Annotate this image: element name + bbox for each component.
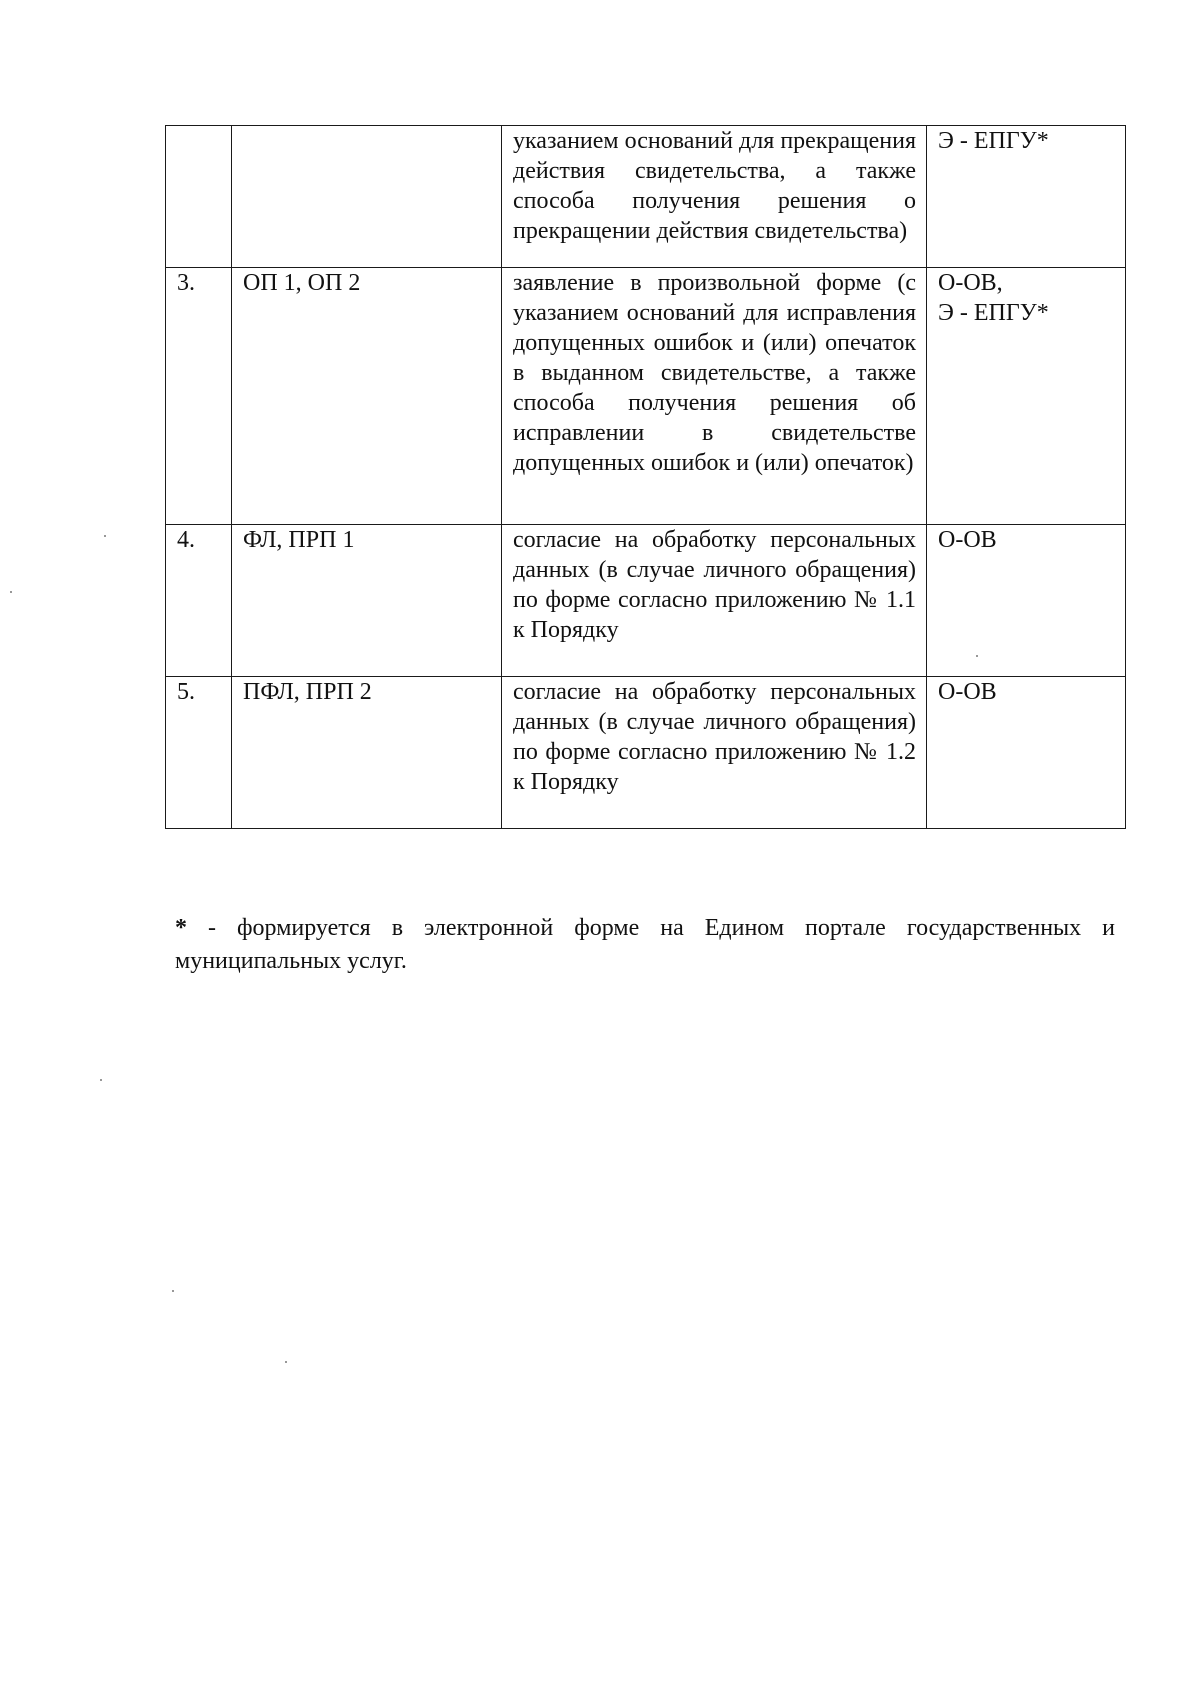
row-number: 4. — [166, 525, 232, 677]
table-row — [166, 677, 1126, 829]
footnote-text: - формируется в электронной форме на Едином портале государственных и муниципальных услуг. — [175, 915, 1116, 974]
applicant-code: ОП 1, ОП 2 — [232, 268, 502, 525]
document-description: заявление в произвольной форме (с указанием оснований для исправления допущенных ошибок и (или) опечаток в выданном свидетельстве, а также способа получения решения об исправлении в свидетельстве допущенных ошибок и (или) опечаток) — [502, 268, 927, 525]
footnote-marker: * — [175, 915, 187, 941]
document-description: согласие на обработку персональных данных (в случае личного обращения) по форме согласно приложению № 1.1 к Порядку — [502, 525, 927, 677]
submission-channel — [927, 126, 1126, 268]
document-description: согласие на обработку персональных данных (в случае личного обращения) по форме согласно приложению № 1.2 к Порядку — [502, 677, 927, 829]
scan-speck — [285, 1361, 287, 1363]
documents-table — [165, 125, 1126, 829]
document-description: указанием оснований для прекращения действия свидетельства, а также способа получения решения о прекращении действия свидетельства) — [502, 126, 927, 268]
applicant-code: ФЛ, ПРП 1 — [232, 525, 502, 677]
row-number: 5. — [166, 677, 232, 829]
table-row — [166, 525, 1126, 677]
submission-channel — [927, 525, 1126, 677]
scan-speck — [976, 655, 978, 657]
scan-speck — [172, 1290, 174, 1292]
table-row — [166, 126, 1126, 268]
scan-speck — [100, 1079, 102, 1081]
row-number — [166, 126, 232, 268]
channel-line: О-ОВ — [938, 527, 997, 553]
channel-line: О-ОВ, — [938, 270, 1003, 296]
scan-speck — [10, 591, 12, 593]
footnote — [175, 912, 1115, 978]
channel-line: О-ОВ — [938, 679, 997, 705]
channel-line: Э - ЕПГУ* — [938, 128, 1049, 154]
applicant-code — [232, 126, 502, 268]
channel-line: Э - ЕПГУ* — [938, 300, 1049, 326]
scan-speck — [104, 535, 106, 537]
applicant-code: ПФЛ, ПРП 2 — [232, 677, 502, 829]
submission-channel — [927, 677, 1126, 829]
table-row — [166, 268, 1126, 525]
row-number: 3. — [166, 268, 232, 525]
submission-channel — [927, 268, 1126, 525]
